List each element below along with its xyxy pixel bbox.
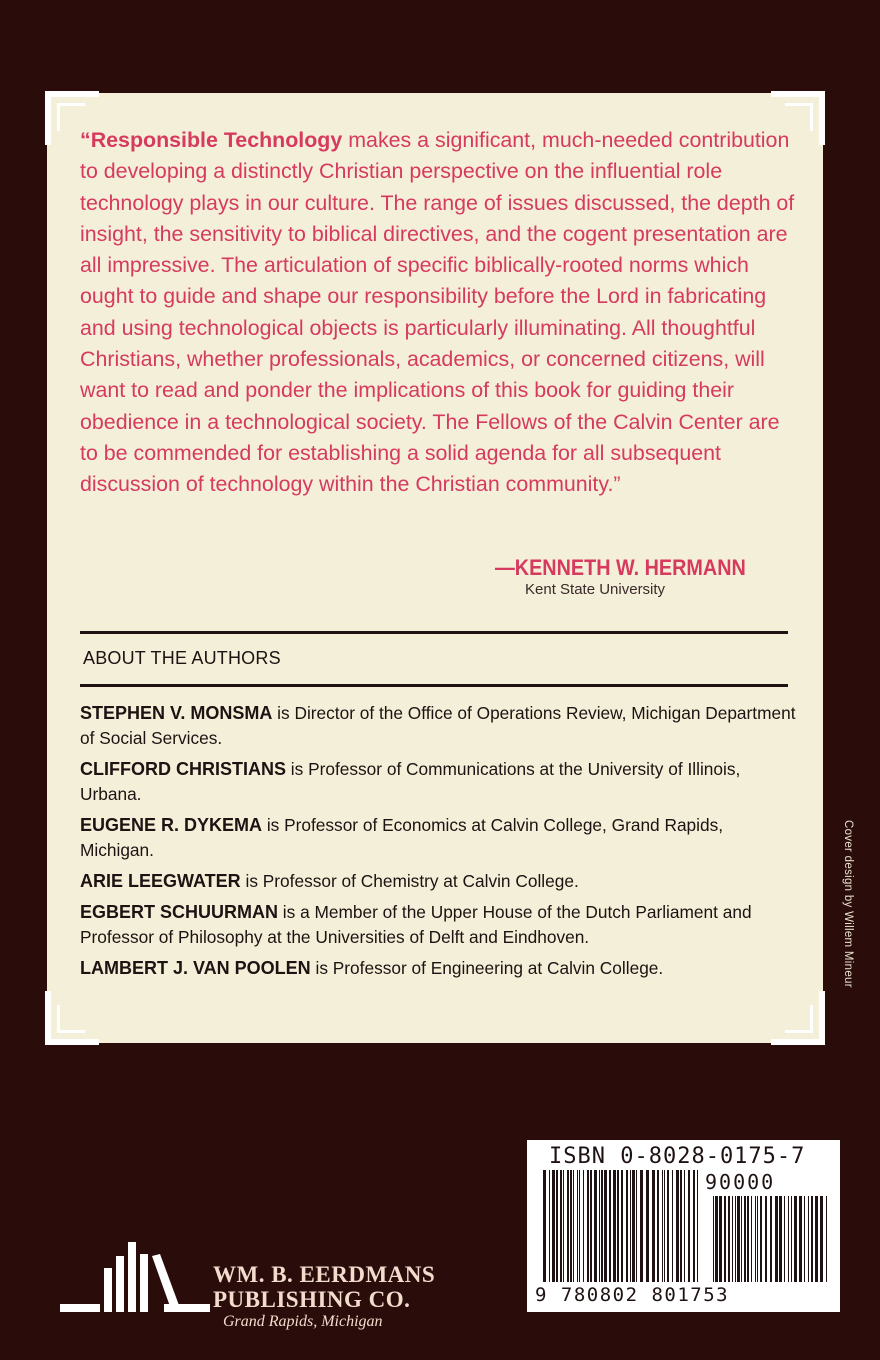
barcode-bar [680, 1170, 682, 1282]
ean-number: 9 780802 801753 [535, 1284, 730, 1306]
price-code: 90000 [705, 1170, 776, 1194]
corner-ornament [771, 991, 825, 1045]
cover-design-credit: Cover design by Willem Mineur [842, 820, 854, 988]
barcode-bar [587, 1170, 589, 1282]
author-name: CLIFFORD CHRISTIANS [80, 759, 286, 779]
barcode-bar [784, 1196, 785, 1282]
barcode-bar [621, 1170, 623, 1282]
barcode-bar [794, 1196, 797, 1282]
barcode-bar [567, 1170, 569, 1282]
barcode-bar [744, 1196, 746, 1282]
author-bio: is Director of the Office of Operations Review, Michigan Department of Social Services. [80, 703, 796, 748]
barcode-bar [732, 1196, 733, 1282]
barcode-bar [791, 1196, 792, 1282]
publisher-city: Grand Rapids, Michigan [223, 1313, 383, 1330]
barcode-bar [719, 1196, 722, 1282]
barcode-bar [613, 1170, 616, 1282]
author-bio: is Professor of Engineering at Calvin College. [310, 958, 664, 978]
quote-affiliation: Kent State University [525, 581, 666, 598]
barcode-bar [688, 1170, 690, 1282]
barcode-bar [697, 1170, 698, 1282]
quote-author: —KENNETH W. HERMANN [495, 555, 746, 580]
barcode-bar [552, 1170, 555, 1282]
barcode-bar [737, 1196, 740, 1282]
barcode-bar [556, 1170, 558, 1282]
divider [80, 631, 788, 634]
barcode-bar [570, 1170, 572, 1282]
barcode-bar [601, 1170, 603, 1282]
barcode-bar [755, 1196, 756, 1282]
barcode-bar [617, 1170, 619, 1282]
author-list [80, 701, 800, 987]
quote-attribution [495, 555, 787, 599]
publisher-name [213, 1262, 435, 1332]
barcode-bar [808, 1196, 809, 1282]
author-bio: is Professor of Communications at the University of Illinois, Urbana. [80, 759, 741, 804]
barcode-bar [563, 1170, 564, 1282]
barcode-bar [583, 1170, 584, 1282]
barcode-bar [632, 1170, 635, 1282]
barcode-bar [664, 1170, 665, 1282]
barcode-bar [815, 1196, 818, 1282]
endorsement-quote [80, 125, 796, 501]
barcode-bar [728, 1196, 730, 1282]
barcode-bar [636, 1170, 637, 1282]
barcode-bar [757, 1196, 758, 1282]
publisher-line-2: PUBLISHING CO. [213, 1287, 411, 1312]
barcode-bar [811, 1196, 813, 1282]
author-entry [80, 813, 800, 863]
barcode-bar [684, 1170, 685, 1282]
author-entry [80, 701, 800, 751]
barcode-bar [640, 1170, 643, 1282]
barcode-bar [604, 1170, 607, 1282]
publisher-line-1: WM. B. EERDMANS [213, 1262, 436, 1287]
barcode-bar [804, 1196, 805, 1282]
author-bio: is Professor of Economics at Calvin College, Grand Rapids, Michigan. [80, 815, 724, 860]
barcode-bar [549, 1170, 550, 1282]
barcode-bar [672, 1170, 673, 1282]
barcode-box [527, 1140, 840, 1312]
barcode-bar [826, 1196, 827, 1282]
author-entry [80, 757, 800, 807]
author-name: EGBERT SCHUURMAN [80, 902, 278, 922]
barcode-bar [579, 1170, 580, 1282]
barcode-bar [788, 1196, 789, 1282]
quote-book-title: Responsible Technology [90, 128, 343, 152]
barcode-bar [594, 1170, 597, 1282]
author-name: LAMBERT J. VAN POOLEN [80, 958, 311, 978]
barcode-bar [662, 1170, 663, 1282]
barcode-bar [799, 1196, 802, 1282]
barcode-bar [770, 1196, 772, 1282]
barcode-bar [609, 1170, 611, 1282]
author-bio: is Professor of Chemistry at Calvin College. [240, 871, 579, 891]
barcode-bar [715, 1196, 718, 1282]
barcode-bar [676, 1170, 679, 1282]
barcode-bar [724, 1196, 726, 1282]
barcode-bar [735, 1196, 736, 1282]
barcode-bar [626, 1170, 628, 1282]
barcode-bar [741, 1196, 742, 1282]
barcode-bar [560, 1170, 562, 1282]
corner-ornament [45, 991, 99, 1045]
barcode-bar [646, 1170, 649, 1282]
barcode-bar [779, 1196, 782, 1282]
isbn-number: ISBN 0-8028-0175-7 [549, 1144, 806, 1169]
barcode-bar [657, 1170, 659, 1282]
barcode-bar [590, 1170, 592, 1282]
barcode-bar [652, 1170, 655, 1282]
quote-open-mark: “ [80, 128, 91, 152]
author-entry [80, 956, 800, 981]
about-heading: ABOUT THE AUTHORS [83, 648, 281, 668]
barcode-bar [630, 1170, 631, 1282]
barcode-bar [573, 1170, 574, 1282]
barcode-bar [747, 1196, 749, 1282]
author-name: STEPHEN V. MONSMA [80, 703, 273, 723]
barcode-bar [760, 1196, 762, 1282]
author-entry [80, 869, 800, 894]
barcode-bar [775, 1196, 778, 1282]
back-cover-panel [47, 93, 823, 1043]
publisher-logo [60, 1240, 210, 1318]
price-barcode [713, 1196, 831, 1282]
divider [80, 684, 788, 687]
barcode-bar [751, 1196, 752, 1282]
barcode-bar [543, 1170, 546, 1282]
author-bio: is a Member of the Upper House of the Dutch Parliament and Professor of Philosophy at the Universities of Delft and Eindhoven. [80, 902, 752, 947]
author-entry [80, 900, 800, 950]
author-name: EUGENE R. DYKEMA [80, 815, 263, 835]
barcode-bar [599, 1170, 600, 1282]
author-name: ARIE LEEGWATER [80, 871, 241, 891]
barcode-bar [713, 1196, 714, 1282]
barcode-bar [820, 1196, 823, 1282]
barcode-bar [765, 1196, 767, 1282]
barcode-bar [577, 1170, 578, 1282]
barcode-bar [693, 1170, 695, 1282]
barcode-bar [667, 1170, 669, 1282]
quote-body: makes a significant, much-needed contribution to developing a distinctly Christian perspective on the influential role technology plays in our culture. The range of issues discussed, the depth of insight, the sensitivity to biblical directives, and the cogent presentation are all impressive. The articulation of specific biblically-rooted norms which ought to guide and shape our responsibility before the Lord in fabricating and using technological objects is particularly illuminating. All thoughtful Christians, whether professionals, academics, or concerned citizens, will want to read and ponder the implications of this book for guiding their obedience in a technological society. The Fellows of the Calvin Center are to be commended for establishing a solid agenda for all subsequent discussion of technology within the Christian community.” [80, 128, 795, 497]
ean-barcode [543, 1170, 703, 1282]
